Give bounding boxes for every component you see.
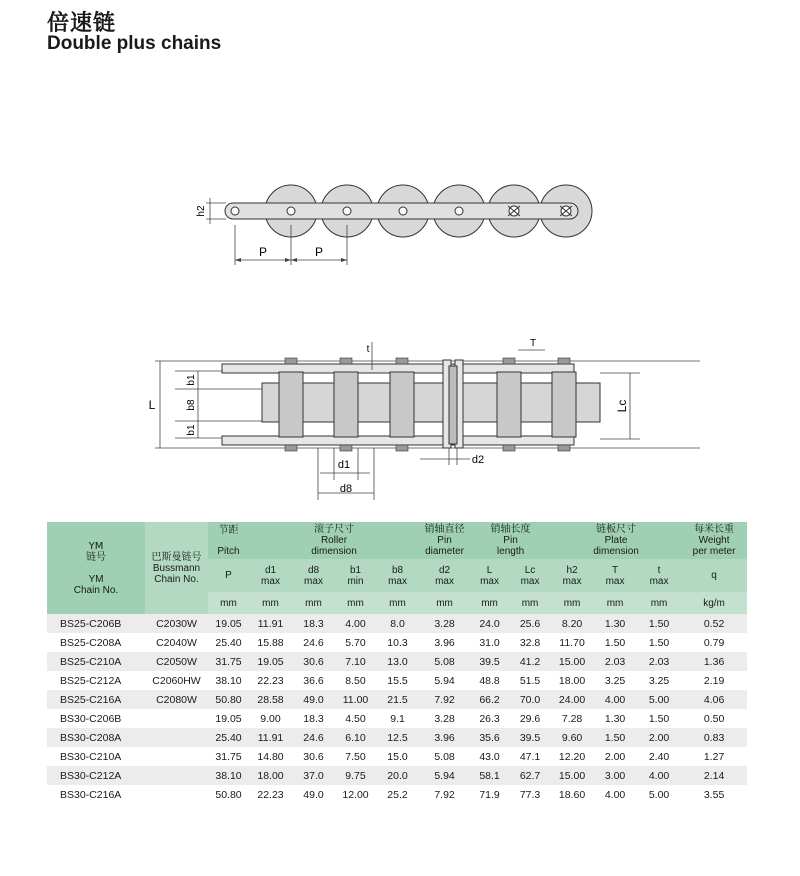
header-symbol-l: L max [470,559,509,592]
header-pin-dia-en: Pin diameter [425,535,464,557]
cell-value: 15.0 [376,747,419,766]
cell-ym-chain-no: BS25-C212A [47,671,145,690]
header-weight-en: Weight per meter [692,535,736,557]
cell-value: 3.25 [593,671,637,690]
cell-value: 2.19 [681,671,747,690]
cell-value: 3.55 [681,785,747,804]
header-pitch-cn: 节距 [218,524,239,536]
header-symbol-p: P [208,559,249,592]
cell-value: 25.40 [208,728,249,747]
cell-value: 1.30 [593,709,637,728]
cell-value: 11.70 [551,633,593,652]
cell-value: 70.0 [509,690,551,709]
cell-value: 25.2 [376,785,419,804]
cell-value: 1.50 [593,728,637,747]
cell-value: 9.00 [249,709,292,728]
cell-bussmann-chain-no [145,747,208,766]
table-row [47,747,747,766]
label-p-left: P [258,245,268,259]
label-d2: d2 [471,454,485,466]
cell-value: 1.30 [593,614,637,633]
header-roller-cn: 滚子尺寸 [314,524,355,535]
cell-value: 7.92 [419,785,470,804]
cell-value: 41.2 [509,652,551,671]
cell-value: 38.10 [208,671,249,690]
cell-value: 11.00 [335,690,376,709]
table-row [47,614,747,633]
header-symbol-d1: d1 max [249,559,292,592]
header-pin-dia-cn: 销轴直径 [424,524,465,535]
cell-value: 18.00 [551,671,593,690]
cell-value: 7.50 [335,747,376,766]
table-row [47,690,747,709]
header-symbol-T: T max [593,559,637,592]
cell-value: 29.6 [509,709,551,728]
cell-ym-chain-no: BS30-C206B [47,709,145,728]
cell-bussmann-chain-no: C2060HW [145,671,208,690]
cell-value: 1.27 [681,747,747,766]
cell-value: 39.5 [470,652,509,671]
header-unit: mm [376,592,419,614]
cell-value: 2.03 [637,652,681,671]
header-symbol-b8: b8 max [376,559,419,592]
label-t: t [366,344,370,355]
label-b8: b8 [186,399,197,411]
cell-value: 31.0 [470,633,509,652]
cell-value: 38.10 [208,766,249,785]
cell-value: 32.8 [509,633,551,652]
header-unit: mm [593,592,637,614]
cell-value: 3.28 [419,614,470,633]
cell-value: 2.00 [637,728,681,747]
cell-value: 25.6 [509,614,551,633]
cell-value: 47.1 [509,747,551,766]
header-symbol-t: t max [637,559,681,592]
cell-value: 50.80 [208,785,249,804]
cell-value: 24.6 [292,633,335,652]
label-p-right: P [314,245,324,259]
header-unit: mm [509,592,551,614]
label-L: L [148,398,156,412]
cell-value: 9.1 [376,709,419,728]
cell-value: 4.00 [593,785,637,804]
cell-value: 5.00 [637,690,681,709]
cell-value: 7.28 [551,709,593,728]
header-ym-en: YM Chain No. [73,573,119,596]
cell-value: 0.79 [681,633,747,652]
cell-ym-chain-no: BS25-C206B [47,614,145,633]
cell-value: 6.10 [335,728,376,747]
cell-value: 3.00 [593,766,637,785]
cell-value: 2.03 [593,652,637,671]
cell-value: 43.0 [470,747,509,766]
cell-value: 39.5 [509,728,551,747]
cell-value: 12.00 [335,785,376,804]
cell-value: 8.0 [376,614,419,633]
cell-ym-chain-no: BS30-C210A [47,747,145,766]
cell-value: 19.05 [208,709,249,728]
header-unit: mm [208,592,249,614]
cell-value: 1.50 [637,709,681,728]
cell-value: 49.0 [292,690,335,709]
label-b1-top: b1 [186,374,197,386]
cell-value: 7.10 [335,652,376,671]
cell-value: 1.50 [637,633,681,652]
cell-value: 14.80 [249,747,292,766]
cell-value: 30.6 [292,652,335,671]
cell-value: 0.83 [681,728,747,747]
header-weight-cn: 每米长重 [694,524,735,535]
header-symbol-b1: b1 min [335,559,376,592]
cell-value: 12.20 [551,747,593,766]
cell-value: 3.96 [419,633,470,652]
cell-value: 5.94 [419,766,470,785]
header-ym-cn: YM 链号 [86,540,106,563]
cell-value: 36.6 [292,671,335,690]
cell-value: 20.0 [376,766,419,785]
cell-value: 50.80 [208,690,249,709]
cell-value: 22.23 [249,671,292,690]
cell-value: 8.50 [335,671,376,690]
cell-value: 15.5 [376,671,419,690]
cell-value: 5.70 [335,633,376,652]
cell-value: 37.0 [292,766,335,785]
header-symbol-q: q [681,559,747,592]
cell-value: 2.00 [593,747,637,766]
cell-ym-chain-no: BS30-C212A [47,766,145,785]
cell-value: 31.75 [208,747,249,766]
cell-value: 4.06 [681,690,747,709]
chain-top-view-diagram [0,0,800,300]
cell-value: 51.5 [509,671,551,690]
cell-value: 66.2 [470,690,509,709]
label-h2: h2 [196,205,207,217]
label-T: T [529,338,537,349]
cell-value: 11.91 [249,728,292,747]
cell-bussmann-chain-no [145,766,208,785]
cell-value: 1.50 [593,633,637,652]
cell-ym-chain-no: BS30-C216A [47,785,145,804]
cell-value: 35.6 [470,728,509,747]
cell-value: 19.05 [249,652,292,671]
cell-value: 28.58 [249,690,292,709]
header-pin-len-en: Pin length [496,535,525,557]
header-bussmann-en: Bussmann Chain No. [152,562,201,585]
header-symbol-lc: Lc max [509,559,551,592]
cell-bussmann-chain-no [145,785,208,804]
label-Lc: Lc [615,399,629,413]
cell-value: 1.36 [681,652,747,671]
cell-value: 13.0 [376,652,419,671]
table-row [47,785,747,804]
specification-table [47,522,747,804]
cell-ym-chain-no: BS25-C208A [47,633,145,652]
cell-value: 21.5 [376,690,419,709]
header-unit: mm [551,592,593,614]
cell-value: 62.7 [509,766,551,785]
cell-value: 4.00 [335,614,376,633]
cell-value: 0.52 [681,614,747,633]
label-d8: d8 [339,483,353,495]
table-row [47,709,747,728]
cell-value: 0.50 [681,709,747,728]
header-unit: mm [470,592,509,614]
label-d1: d1 [337,459,351,471]
table-row [47,633,747,652]
header-pin-len-cn: 销轴长度 [490,524,531,535]
page-title-english: Double plus chains [47,33,222,54]
table-body [47,614,747,804]
header-symbol-d8: d8 max [292,559,335,592]
header-symbol-d2: d2 max [419,559,470,592]
cell-value: 2.40 [637,747,681,766]
header-unit: mm [249,592,292,614]
header-unit: mm [292,592,335,614]
header-unit: mm [637,592,681,614]
cell-value: 1.50 [637,614,681,633]
cell-value: 18.00 [249,766,292,785]
page-title-chinese: 倍速链 [47,11,117,36]
cell-value: 18.3 [292,709,335,728]
header-pitch-en: Pitch [217,545,240,557]
cell-ym-chain-no: BS30-C208A [47,728,145,747]
cell-bussmann-chain-no [145,709,208,728]
cell-value: 19.05 [208,614,249,633]
label-b1-bottom: b1 [186,424,197,436]
cell-value: 26.3 [470,709,509,728]
header-unit: mm [419,592,470,614]
cell-value: 71.9 [470,785,509,804]
cell-value: 11.91 [249,614,292,633]
cell-value: 24.6 [292,728,335,747]
header-bussmann-cn: 巴斯曼链号 [151,551,202,563]
cell-ym-chain-no: BS25-C216A [47,690,145,709]
table-row [47,671,747,690]
cell-value: 3.28 [419,709,470,728]
cell-value: 18.60 [551,785,593,804]
cell-value: 12.5 [376,728,419,747]
cell-bussmann-chain-no: C2080W [145,690,208,709]
cell-value: 31.75 [208,652,249,671]
cell-ym-chain-no: BS25-C210A [47,652,145,671]
cell-bussmann-chain-no: C2030W [145,614,208,633]
cell-value: 24.00 [551,690,593,709]
cell-value: 49.0 [292,785,335,804]
cell-value: 4.00 [593,690,637,709]
header-plate-cn: 链板尺寸 [596,524,637,535]
cell-bussmann-chain-no: C2050W [145,652,208,671]
header-roller-en: Roller dimension [311,535,357,557]
cell-value: 48.8 [470,671,509,690]
cell-value: 24.0 [470,614,509,633]
cell-value: 5.00 [637,785,681,804]
cell-value: 77.3 [509,785,551,804]
cell-value: 58.1 [470,766,509,785]
cell-bussmann-chain-no: C2040W [145,633,208,652]
cell-bussmann-chain-no [145,728,208,747]
cell-value: 9.60 [551,728,593,747]
cell-value: 30.6 [292,747,335,766]
cell-value: 5.94 [419,671,470,690]
cell-value: 4.50 [335,709,376,728]
cell-value: 8.20 [551,614,593,633]
header-unit: mm [335,592,376,614]
cell-value: 9.75 [335,766,376,785]
cell-value: 18.3 [292,614,335,633]
cell-value: 10.3 [376,633,419,652]
cell-value: 22.23 [249,785,292,804]
chain-side-view-diagram [0,300,800,515]
cell-value: 5.08 [419,747,470,766]
cell-value: 2.14 [681,766,747,785]
table-row [47,652,747,671]
cell-value: 15.00 [551,652,593,671]
table-row [47,766,747,785]
cell-value: 5.08 [419,652,470,671]
cell-value: 3.96 [419,728,470,747]
cell-value: 15.00 [551,766,593,785]
header-plate-en: Plate dimension [593,535,639,557]
header-symbol-h2: h2 max [551,559,593,592]
header-unit: kg/m [681,592,747,614]
table-row [47,728,747,747]
cell-value: 7.92 [419,690,470,709]
cell-value: 4.00 [637,766,681,785]
cell-value: 15.88 [249,633,292,652]
cell-value: 25.40 [208,633,249,652]
cell-value: 3.25 [637,671,681,690]
